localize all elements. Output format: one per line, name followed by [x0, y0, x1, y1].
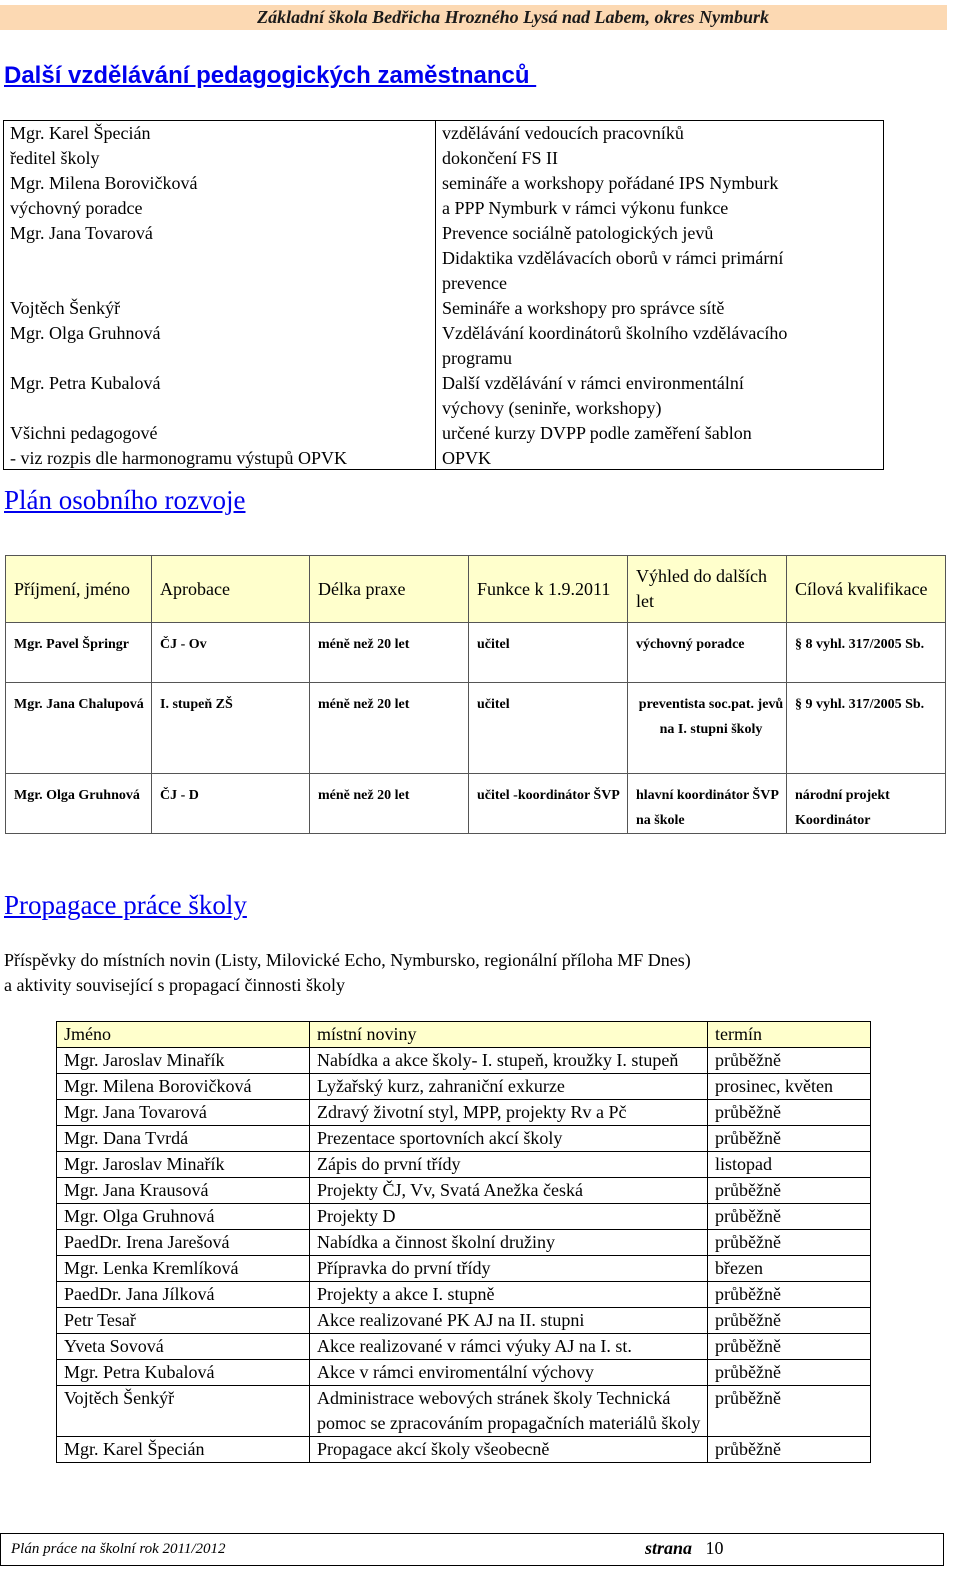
table-cell: Nabídka a akce školy- I. stupeň, kroužky I. stupeň	[310, 1048, 708, 1074]
left-cell-line: Mgr. Karel Špecián	[10, 123, 151, 143]
table-cell: Zdravý životní styl, MPP, projekty Rv a Pč	[310, 1100, 708, 1126]
table-row	[57, 1048, 871, 1074]
table-cell: prosinec, květen	[708, 1074, 871, 1100]
page-footer	[0, 1533, 944, 1566]
table-row	[57, 1256, 871, 1282]
table-cell: Mgr. Petra Kubalová	[57, 1360, 310, 1386]
right-cell-line: Další vzdělávání v rámci environmentální	[442, 373, 744, 393]
table-cell: Akce v rámci enviromentální výchovy	[310, 1360, 708, 1386]
left-cell-line: Mgr. Olga Gruhnová	[10, 323, 161, 343]
table-cell: výchovný poradce	[628, 623, 787, 683]
table-header-row	[57, 1022, 871, 1048]
left-cell-line: - viz rozpis dle harmonogramu výstupů OPVK	[10, 448, 347, 468]
right-cell-line: programu	[442, 348, 512, 368]
right-cell-line: prevence	[442, 273, 507, 293]
table-row	[57, 1282, 871, 1308]
development-plan-table	[5, 555, 946, 834]
table-cell: méně než 20 let	[310, 623, 469, 683]
right-cell-line: Prevence sociálně patologických jevů	[442, 223, 714, 243]
table-cell: učitel -koordinátor ŠVP	[469, 774, 628, 834]
page-header: Základní škola Bedřicha Hrozného Lysá nad Labem, okres Nymburk	[0, 5, 947, 30]
right-cell-line: a PPP Nymburk v rámci výkonu funkce	[442, 198, 729, 218]
page-word: strana	[645, 1538, 693, 1558]
right-cell-line: výchovy (seninře, workshopy)	[442, 398, 662, 418]
right-cell-line: Didaktika vzdělávacích oborů v rámci primární	[442, 248, 784, 268]
header-cell: termín	[708, 1022, 871, 1048]
table-cell: průběžně	[708, 1437, 871, 1463]
table-row	[57, 1074, 871, 1100]
table-cell: Mgr. Karel Špecián	[57, 1437, 310, 1463]
header-cell: Cílová kvalifikace	[787, 556, 946, 623]
table-cell: průběžně	[708, 1178, 871, 1204]
table-cell: listopad	[708, 1152, 871, 1178]
table-cell: Akce realizované v rámci výuky AJ na I. st.	[310, 1334, 708, 1360]
right-cell-line: OPVK	[442, 448, 492, 468]
table-cell: Projekty ČJ, Vv, Svatá Anežka česká	[310, 1178, 708, 1204]
header-cell: Jméno	[57, 1022, 310, 1048]
table-row	[6, 623, 946, 683]
table-cell: průběžně	[708, 1100, 871, 1126]
table-cell: Mgr. Jana Krausová	[57, 1178, 310, 1204]
promotion-table	[56, 1021, 871, 1463]
left-cell-line: Mgr. Milena Borovičková	[10, 173, 198, 193]
table-cell: průběžně	[708, 1048, 871, 1074]
table-cell: Mgr. Pavel Špringr	[6, 623, 152, 683]
header-cell: Aprobace	[152, 556, 310, 623]
column-divider	[435, 121, 436, 469]
left-cell-line: Všichni pedagogové	[10, 423, 158, 443]
right-cell-line: Vzdělávání koordinátorů školního vzdělávacího	[442, 323, 788, 343]
table-row	[57, 1334, 871, 1360]
footer-document-name: Plán práce na školní rok 2011/2012	[11, 1541, 226, 1557]
table-cell: Zápis do první třídy	[310, 1152, 708, 1178]
table-cell: učitel	[469, 623, 628, 683]
table-cell: průběžně	[708, 1360, 871, 1386]
table-cell: Mgr. Olga Gruhnová	[57, 1204, 310, 1230]
table-cell: Petr Tesař	[57, 1308, 310, 1334]
table-row	[57, 1126, 871, 1152]
header-cell: Příjmení, jméno	[6, 556, 152, 623]
table-cell: Vojtěch Šenkýř	[57, 1386, 310, 1437]
table-row	[57, 1437, 871, 1463]
table-cell: Mgr. Jaroslav Minařík	[57, 1152, 310, 1178]
table-cell: Projekty D	[310, 1204, 708, 1230]
promotion-description-line: a aktivity související s propagací činnosti školy	[4, 975, 345, 995]
table-cell: Akce realizované PK AJ na II. stupni	[310, 1308, 708, 1334]
table-cell: Mgr. Milena Borovičková	[57, 1074, 310, 1100]
table-cell: průběžně	[708, 1126, 871, 1152]
table-cell: průběžně	[708, 1230, 871, 1256]
table-cell: Prezentace sportovních akcí školy	[310, 1126, 708, 1152]
table-cell: učitel	[469, 683, 628, 774]
table-cell: Mgr. Lenka Kremlíková	[57, 1256, 310, 1282]
section-title-school-promotion: Propagace práce školy	[4, 890, 247, 920]
table-row	[6, 774, 946, 834]
header-cell: Funkce k 1.9.2011	[469, 556, 628, 623]
table-cell: Propagace akcí školy všeobecně	[310, 1437, 708, 1463]
header-cell: místní noviny	[310, 1022, 708, 1048]
right-cell-line: dokončení FS II	[442, 148, 558, 168]
table-cell: PaedDr. Irena Jarešová	[57, 1230, 310, 1256]
left-cell-line: Mgr. Jana Tovarová	[10, 223, 153, 243]
page-number-value: 10	[705, 1538, 724, 1558]
table-cell: preventista soc.pat. jevů na I. stupni školy	[628, 683, 787, 774]
table-row	[57, 1360, 871, 1386]
left-cell-line: ředitel školy	[10, 148, 100, 168]
table-cell: Administrace webových stránek školy Technická pomoc se zpracováním propagačních materiálů školy	[310, 1386, 708, 1437]
table-cell: průběžně	[708, 1386, 871, 1437]
table-cell: § 9 vyhl. 317/2005 Sb.	[787, 683, 946, 774]
right-cell-line: Semináře a workshopy pro správce sítě	[442, 298, 725, 318]
table-cell: Projekty a akce I. stupně	[310, 1282, 708, 1308]
table-cell: I. stupeň ZŠ	[152, 683, 310, 774]
table-cell: méně než 20 let	[310, 774, 469, 834]
table-cell: ČJ - Ov	[152, 623, 310, 683]
table-cell: Mgr. Jana Chalupová	[6, 683, 152, 774]
table-cell: Yveta Sovová	[57, 1334, 310, 1360]
table-cell: Mgr. Jana Tovarová	[57, 1100, 310, 1126]
table-row	[57, 1204, 871, 1230]
left-cell-line: Mgr. Petra Kubalová	[10, 373, 161, 393]
table-cell: průběžně	[708, 1204, 871, 1230]
table-cell: Mgr. Jaroslav Minařík	[57, 1048, 310, 1074]
table-cell: březen	[708, 1256, 871, 1282]
page-number	[645, 1538, 724, 1559]
table-cell: ČJ - D	[152, 774, 310, 834]
section-title-personal-development: Plán osobního rozvoje	[4, 485, 246, 515]
table-cell: méně než 20 let	[310, 683, 469, 774]
table-row	[57, 1386, 871, 1437]
right-cell-line: vzdělávání vedoucích pracovníků	[442, 123, 684, 143]
header-cell: Délka praxe	[310, 556, 469, 623]
table-cell: Nabídka a činnost školní družiny	[310, 1230, 708, 1256]
promotion-description	[4, 948, 691, 998]
right-cell-line: určené kurzy DVPP podle zaměření šablon	[442, 423, 752, 443]
table-row	[6, 683, 946, 774]
table-row	[57, 1100, 871, 1126]
table-cell: hlavní koordinátor ŠVP na škole	[628, 774, 787, 834]
table-cell: průběžně	[708, 1308, 871, 1334]
table-cell: § 8 vyhl. 317/2005 Sb.	[787, 623, 946, 683]
right-cell-line: semináře a workshopy pořádané IPS Nymburk	[442, 173, 779, 193]
promotion-description-line: Příspěvky do místních novin (Listy, Milovické Echo, Nymbursko, regionální příloha MF Dnes)	[4, 950, 691, 970]
left-cell-line: Vojtěch Šenkýř	[10, 298, 121, 318]
section-title-further-education: Další vzdělávání pedagogických zaměstnanců	[4, 62, 537, 89]
table-row	[57, 1152, 871, 1178]
table-cell: PaedDr. Jana Jílková	[57, 1282, 310, 1308]
table-row	[57, 1308, 871, 1334]
left-cell-line: výchovný poradce	[10, 198, 143, 218]
table-row	[57, 1178, 871, 1204]
table-cell: Přípravka do první třídy	[310, 1256, 708, 1282]
table-cell: národní projekt Koordinátor	[787, 774, 946, 834]
table-cell: průběžně	[708, 1282, 871, 1308]
header-cell: Výhled do dalších let	[628, 556, 787, 623]
education-table	[3, 120, 884, 470]
table-cell: Mgr. Dana Tvrdá	[57, 1126, 310, 1152]
table-cell: Lyžařský kurz, zahraniční exkurze	[310, 1074, 708, 1100]
table-cell: Mgr. Olga Gruhnová	[6, 774, 152, 834]
table-cell: průběžně	[708, 1334, 871, 1360]
table-row	[57, 1230, 871, 1256]
table-header-row	[6, 556, 946, 623]
